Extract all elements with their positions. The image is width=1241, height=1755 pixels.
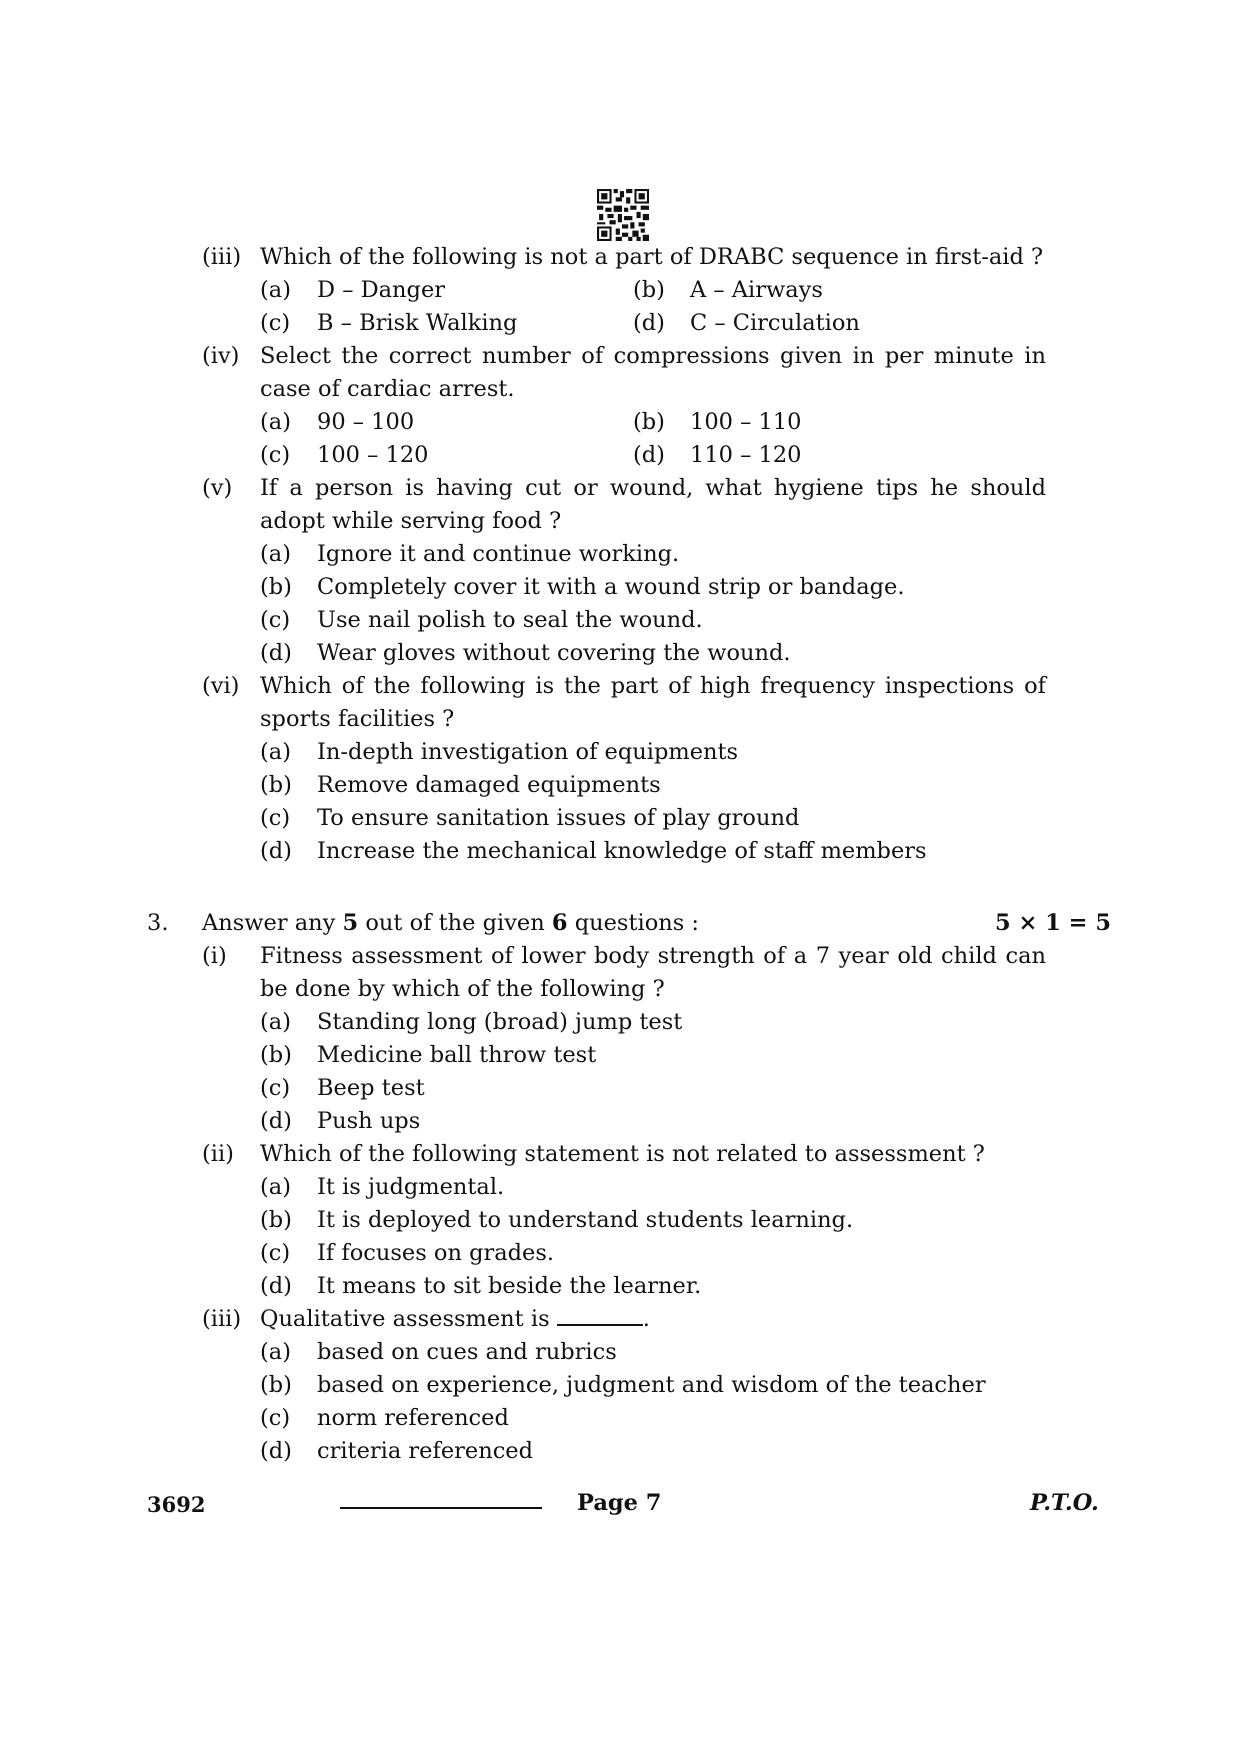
question-text: Qualitative assessment is . — [260, 1306, 650, 1332]
option-text: It means to sit beside the learner. — [317, 1273, 702, 1299]
question-text-line-2: case of cardiac arrest. — [260, 376, 515, 402]
option-text: 90 – 100 — [317, 409, 415, 435]
option-label: (a) — [260, 541, 291, 567]
section-instruction: Answer any 5 out of the given 6 questions : — [202, 910, 700, 936]
option-text: Beep test — [317, 1075, 425, 1101]
option-text: norm referenced — [317, 1405, 509, 1431]
option-text: It is deployed to understand students learning. — [317, 1207, 854, 1233]
option-text: criteria referenced — [317, 1438, 534, 1464]
option-text: Wear gloves without covering the wound. — [317, 640, 791, 666]
option-text: B – Brisk Walking — [317, 310, 518, 336]
option-text: 100 – 120 — [317, 442, 429, 468]
option-label: (d) — [260, 838, 292, 864]
option-label: (a) — [260, 277, 291, 303]
option-label: (c) — [260, 310, 291, 336]
option-text: Push ups — [317, 1108, 421, 1134]
option-text: In-depth investigation of equipments — [317, 739, 739, 765]
option-text: based on experience, judgment and wisdom of the teacher — [317, 1372, 986, 1398]
option-text: It is judgmental. — [317, 1174, 505, 1200]
question-number: (iv) — [202, 343, 240, 369]
option-text: Use nail polish to seal the wound. — [317, 607, 703, 633]
option-text: 100 – 110 — [690, 409, 802, 435]
option-label: (a) — [260, 1339, 291, 1365]
option-label: (b) — [260, 1042, 292, 1068]
question-number: (v) — [202, 475, 233, 501]
question-text-line-2: sports facilities ? — [260, 706, 455, 732]
answer-blank — [557, 1306, 643, 1326]
section-number: 3. — [147, 910, 169, 936]
question-text-line-1: Which of the following is the part of high frequency inspections of — [260, 673, 1046, 699]
question-number: (iii) — [202, 1306, 242, 1332]
option-label: (a) — [260, 409, 291, 435]
question-number: (ii) — [202, 1141, 234, 1167]
option-label: (d) — [633, 442, 665, 468]
question-text: Which of the following statement is not related to assessment ? — [260, 1141, 985, 1167]
option-label: (c) — [260, 607, 291, 633]
question-text-line-1: Fitness assessment of lower body strength of a 7 year old child can — [260, 943, 1046, 969]
option-label: (b) — [260, 1372, 292, 1398]
question-text: Which of the following is not a part of DRABC sequence in first-aid ? — [260, 244, 1044, 270]
qr-code-icon — [597, 189, 649, 241]
option-label: (c) — [260, 1075, 291, 1101]
option-label: (b) — [260, 772, 292, 798]
option-text: If focuses on grades. — [317, 1240, 555, 1266]
option-label: (b) — [633, 409, 665, 435]
page-number: Page 7 — [577, 1490, 662, 1516]
option-label: (b) — [260, 574, 292, 600]
option-label: (b) — [260, 1207, 292, 1233]
option-text: A – Airways — [690, 277, 823, 303]
option-label: (d) — [260, 1108, 292, 1134]
option-text: Increase the mechanical knowledge of staff members — [317, 838, 927, 864]
pto-label: P.T.O. — [1030, 1490, 1099, 1516]
option-text: To ensure sanitation issues of play ground — [317, 805, 800, 831]
option-text: Ignore it and continue working. — [317, 541, 680, 567]
question-text-line-2: adopt while serving food ? — [260, 508, 562, 534]
option-label: (c) — [260, 1240, 291, 1266]
question-text-line-2: be done by which of the following ? — [260, 976, 665, 1002]
option-text: based on cues and rubrics — [317, 1339, 617, 1365]
option-label: (c) — [260, 442, 291, 468]
section-marks: 5 × 1 = 5 — [995, 910, 1112, 936]
paper-code: 3692 — [147, 1492, 206, 1517]
option-label: (d) — [260, 1273, 292, 1299]
footer-rule — [340, 1507, 542, 1509]
option-text: Standing long (broad) jump test — [317, 1009, 683, 1035]
option-label: (d) — [260, 1438, 292, 1464]
option-text: Medicine ball throw test — [317, 1042, 597, 1068]
option-label: (d) — [633, 310, 665, 336]
option-text: 110 – 120 — [690, 442, 802, 468]
question-number: (iii) — [202, 244, 242, 270]
option-label: (a) — [260, 739, 291, 765]
option-label: (c) — [260, 805, 291, 831]
question-number: (vi) — [202, 673, 240, 699]
option-label: (c) — [260, 1405, 291, 1431]
question-text-line-1: If a person is having cut or wound, what hygiene tips he should — [260, 475, 1046, 501]
option-label: (d) — [260, 640, 292, 666]
option-label: (a) — [260, 1174, 291, 1200]
question-text-line-1: Select the correct number of compressions given in per minute in — [260, 343, 1046, 369]
option-label: (b) — [633, 277, 665, 303]
question-number: (i) — [202, 943, 227, 969]
option-text: Completely cover it with a wound strip or bandage. — [317, 574, 905, 600]
option-text: Remove damaged equipments — [317, 772, 661, 798]
option-text: C – Circulation — [690, 310, 860, 336]
option-label: (a) — [260, 1009, 291, 1035]
option-text: D – Danger — [317, 277, 446, 303]
